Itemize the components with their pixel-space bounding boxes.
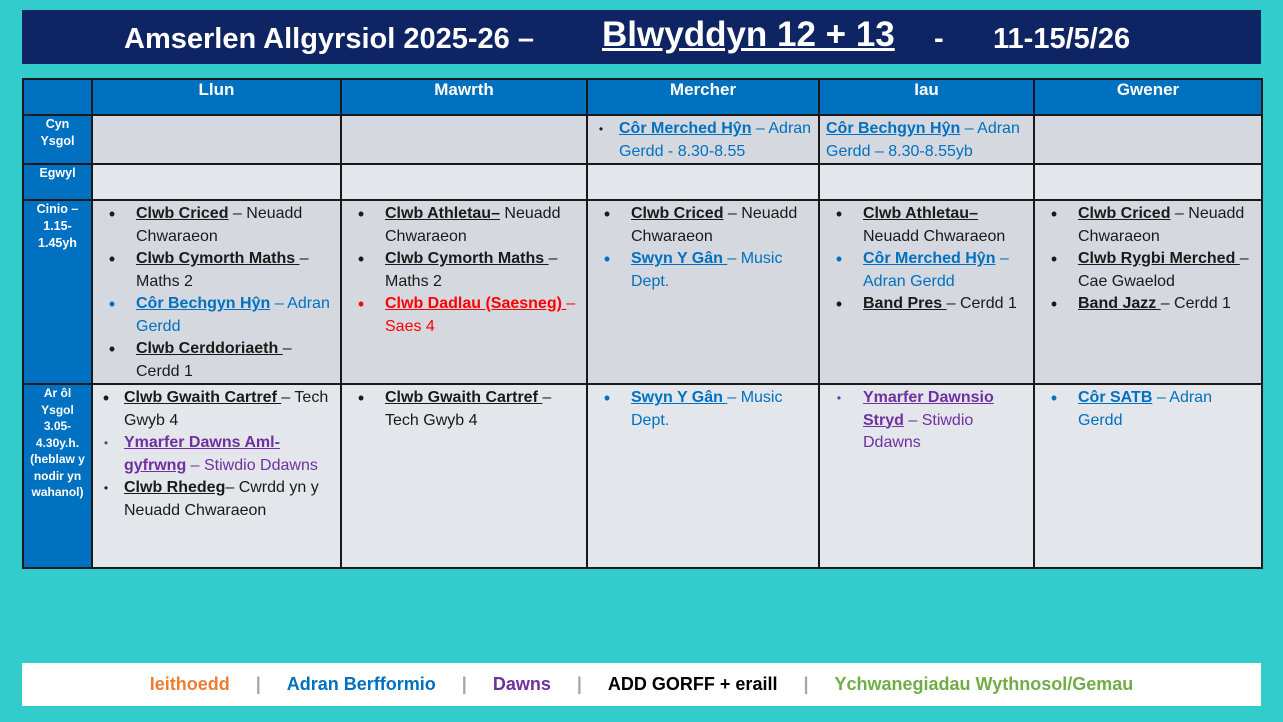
list-item [354, 293, 582, 338]
cell-cinio-gwener [1034, 200, 1262, 384]
bullet-icon: • [1050, 388, 1058, 408]
activity-list [820, 201, 1033, 316]
list-item [600, 387, 814, 432]
activity-detail: – Adran Gerdd [1078, 389, 1212, 429]
cell-egwyl-iau [819, 164, 1034, 200]
activity-name[interactable]: Clwb Cymorth Maths [136, 250, 300, 267]
legend-item: Dawns [492, 674, 551, 694]
activity-name[interactable]: Clwb Criced [1078, 205, 1171, 222]
legend-separator: | [576, 674, 582, 694]
list-item [832, 203, 1029, 248]
activity-detail: – Tech Gwyb 4 [385, 389, 552, 429]
activity-detail: – Neuadd Chwaraeon [136, 205, 303, 245]
bullet-icon: • [603, 204, 611, 224]
cell-ar-ol-gwener [1034, 384, 1262, 568]
cell-egwyl-mercher [587, 164, 819, 200]
bullet-icon: • [1050, 204, 1058, 224]
cell-cinio-llun [92, 200, 341, 384]
bullet-icon: • [103, 436, 109, 450]
activity-detail: – Cerdd 1 [946, 295, 1017, 312]
list-item [354, 248, 582, 293]
activity-detail: – Maths 2 [136, 250, 309, 290]
timetable [22, 78, 1263, 569]
cell-cinio-mawrth [341, 200, 587, 384]
list-item [1047, 293, 1257, 316]
row-label-line: Cinio – [36, 202, 79, 216]
activity-detail: – Stiwdio Ddawns [863, 411, 974, 451]
activity-detail: – Cae Gwaelod [1078, 250, 1249, 290]
activity-name[interactable]: Clwb Gwaith Cartref [385, 389, 543, 406]
row-header-cyn-ysgol [23, 115, 92, 164]
activity-detail: – Cwrdd yn y Neuadd Chwaraeon [124, 479, 319, 519]
activity-name[interactable]: Côr Merched Hŷn [619, 120, 752, 137]
legend-separator: | [461, 674, 467, 694]
cell-ar-ol-mercher [587, 384, 819, 568]
bullet-icon: • [835, 204, 843, 224]
cell-ar-ol-mawrth [341, 384, 587, 568]
activity-detail: Neuadd Chwaraeon [385, 205, 561, 245]
bullet-icon: • [598, 122, 604, 136]
activity-name[interactable]: Clwb Dadlau (Saesneg) [385, 295, 567, 312]
activity-detail: – Music Dept. [631, 389, 783, 429]
activity-detail: – Music Dept. [631, 250, 783, 290]
activity-detail: – Adran Gerdd – 8.30-8.55yb [826, 120, 1020, 160]
day-header-llun: Llun [92, 79, 341, 115]
legend-item: Ychwanegiadau Wythnosol/Gemau [834, 674, 1134, 694]
activity-detail: – Adran Gerdd [136, 295, 330, 335]
activity-list [588, 201, 818, 293]
title-dates: 11-15/5/26 [993, 23, 1131, 55]
activity-name[interactable]: Clwb Athletau– [863, 205, 978, 222]
activity-name[interactable]: Clwb Cymorth Maths [385, 250, 549, 267]
cell-cyn-ysgol-mercher [587, 115, 819, 164]
activity-detail: – Adran Gerdd - 8.30-8.55 [619, 120, 812, 160]
bullet-icon: • [108, 204, 116, 224]
row-label: Cyn Ysgol [40, 117, 75, 148]
day-header-mercher: Mercher [587, 79, 819, 115]
activity-detail: – Neuadd Chwaraeon [1078, 205, 1245, 245]
bullet-icon: • [357, 249, 365, 269]
bullet-icon: • [835, 249, 843, 269]
corner-cell [23, 79, 92, 115]
activity-name[interactable]: Côr Bechgyn Hŷn [136, 295, 271, 312]
cell-ar-ol-llun [92, 384, 341, 568]
activity-list [1035, 385, 1261, 432]
activity-list [342, 201, 586, 338]
activity-detail: – Tech Gwyb 4 [124, 389, 329, 429]
day-header-iau: Iau [819, 79, 1034, 115]
legend-item: Adran Berfformio [286, 674, 436, 694]
cell-cyn-ysgol-mawrth [341, 115, 587, 164]
bullet-icon: • [603, 249, 611, 269]
activity-name[interactable]: Clwb Athletau– [385, 205, 500, 222]
title-prefix: Amserlen Allgyrsiol 2025-26 – [124, 23, 534, 55]
row-header-egwyl: Egwyl [23, 164, 92, 200]
bullet-icon: • [1050, 249, 1058, 269]
row-header-cinio [23, 200, 92, 384]
cell-cinio-mercher [587, 200, 819, 384]
activity-name[interactable]: Ymarfer Dawns Aml-gyfrwng [124, 434, 280, 474]
cell-egwyl-llun [92, 164, 341, 200]
activity-detail: Neuadd Chwaraeon [863, 227, 1006, 245]
list-item [105, 293, 336, 338]
list-item [1047, 203, 1257, 248]
activity-name[interactable]: Clwb Gwaith Cartref [124, 389, 282, 406]
list-item [105, 338, 336, 383]
activity-list [588, 385, 818, 432]
cell-cinio-iau [819, 200, 1034, 384]
activity-name[interactable]: Clwb Criced [631, 205, 724, 222]
activity-name[interactable]: Swyn Y Gân [631, 389, 728, 406]
list-item [99, 432, 336, 477]
bullet-icon: • [108, 249, 116, 269]
list-item [1047, 248, 1257, 293]
activity-name[interactable]: Swyn Y Gân [631, 250, 728, 267]
activity-name[interactable]: Band Jazz [1078, 295, 1161, 312]
title-dash: - [934, 23, 944, 55]
row-label-line: 4.30y.h. [35, 435, 80, 450]
cell-cyn-ysgol-gwener [1034, 115, 1262, 164]
activity-list [820, 385, 1033, 455]
list-item [600, 203, 814, 248]
bullet-icon: • [357, 294, 365, 314]
row-label-line: 1.45yh [38, 235, 77, 250]
row-label-line: wahanol) [31, 485, 84, 500]
activity-list [1035, 201, 1261, 316]
bullet-icon: • [836, 391, 842, 405]
row-label-line: Ar ôl [43, 386, 72, 400]
cell-cyn-ysgol-llun [92, 115, 341, 164]
activity-list [93, 201, 340, 383]
list-item [354, 387, 582, 432]
list-item [594, 118, 814, 163]
day-header-gwener: Gwener [1034, 79, 1262, 115]
activity-detail: – Maths 2 [385, 250, 558, 290]
legend-item: Ieithoedd [149, 674, 230, 694]
list-item [105, 248, 336, 293]
activity-name[interactable]: Côr Bechgyn Hŷn [826, 120, 961, 137]
activity-name[interactable]: Côr Merched Hŷn [863, 250, 996, 267]
activity-detail: – Adran Gerdd [863, 250, 1009, 290]
activity-detail: – Cerdd 1 [1160, 295, 1231, 312]
cell-ar-ol-iau [819, 384, 1034, 568]
activity-name[interactable]: Clwb Criced [136, 205, 229, 222]
row-label-line: 3.05- [43, 419, 72, 434]
list-item [832, 387, 1029, 455]
title-bar [22, 10, 1261, 64]
bullet-icon: • [108, 339, 116, 359]
row-label-line: nodir yn [33, 468, 82, 483]
cell-cyn-ysgol-iau [819, 115, 1034, 164]
legend-separator: | [255, 674, 261, 694]
activity-detail: – Neuadd Chwaraeon [631, 205, 798, 245]
bullet-icon: • [1050, 294, 1058, 314]
activity-detail: – Saes 4 [385, 295, 576, 335]
list-item [832, 248, 1029, 293]
activity-list [93, 385, 340, 522]
list-item [354, 203, 582, 248]
activity-name[interactable]: Côr SATB [1078, 389, 1153, 406]
bullet-icon: • [835, 294, 843, 314]
list-item [832, 293, 1029, 316]
list-item [1047, 387, 1257, 432]
activity-name[interactable]: Ymarfer Dawnsio Stryd [863, 389, 994, 429]
title-year: Blwyddyn 12 + 13 [602, 15, 895, 54]
activity-name[interactable]: Clwb Cerddoriaeth [136, 340, 283, 357]
list-item [99, 477, 336, 522]
activity-name[interactable]: Band Pres [863, 295, 947, 312]
legend-separator: | [803, 674, 809, 694]
activity-name[interactable]: Clwb Rygbi Merched [1078, 250, 1240, 267]
cell-egwyl-gwener [1034, 164, 1262, 200]
list-item [99, 387, 336, 432]
bullet-icon: • [103, 481, 109, 495]
legend [22, 663, 1261, 706]
row-label-line: Ysgol [41, 402, 74, 417]
row-header-ar-ol-ysgol [23, 384, 92, 568]
bullet-icon: • [357, 204, 365, 224]
activity-detail: – Stiwdio Ddawns [186, 456, 318, 474]
activity-list [342, 385, 586, 432]
cell-egwyl-mawrth [341, 164, 587, 200]
activity-detail: – Cerdd 1 [136, 340, 292, 380]
bullet-icon: • [603, 388, 611, 408]
bullet-icon: • [357, 388, 365, 408]
bullet-icon: • [108, 294, 116, 314]
day-header-mawrth: Mawrth [341, 79, 587, 115]
activity-name[interactable]: Clwb Rhedeg [124, 479, 226, 496]
list-item [600, 248, 814, 293]
list-item [105, 203, 336, 248]
row-label-line: (heblaw y [30, 452, 85, 467]
bullet-icon: • [102, 388, 110, 408]
row-label-line: 1.15- [43, 218, 72, 233]
legend-item: ADD GORFF + eraill [607, 674, 778, 694]
